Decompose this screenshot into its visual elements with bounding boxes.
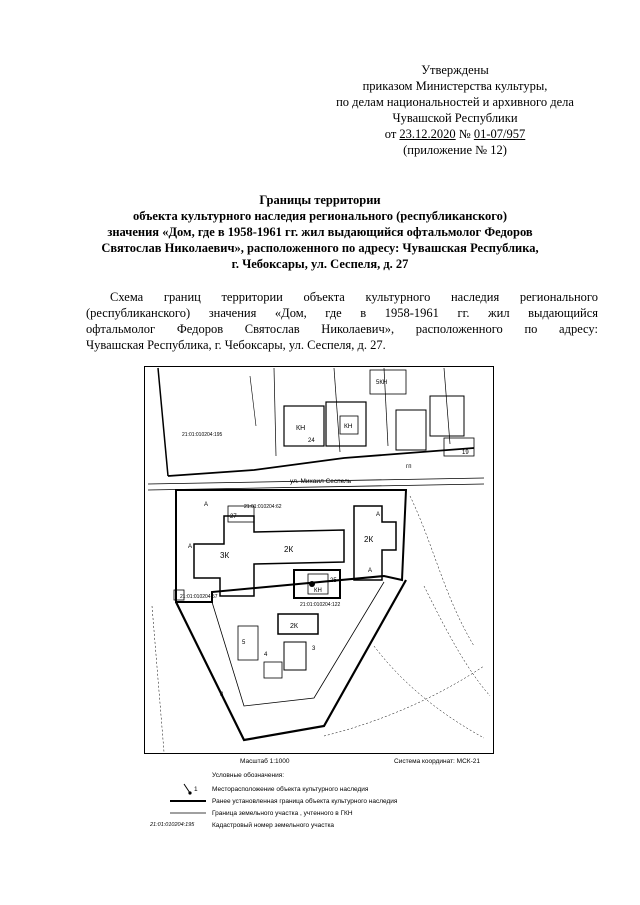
order-number: 01-07/957 xyxy=(473,127,526,141)
label-num-8: 8 xyxy=(220,692,224,698)
label-a3: А xyxy=(376,512,381,518)
label-kn-lower: КН xyxy=(314,588,322,594)
title-line: Святослав Николаевич», расположенного по адресу: Чувашская Республика, xyxy=(101,241,539,255)
label-top-strip: 5КН xyxy=(376,380,388,386)
label-num-5: 5 xyxy=(242,640,246,646)
from-word: от xyxy=(384,127,397,141)
label-kn-24: КН xyxy=(296,425,306,432)
label-num-25: 25 xyxy=(330,578,337,584)
approval-date-line xyxy=(300,126,610,142)
site-plan-svg xyxy=(144,366,494,754)
approval-line: Чувашской Республики xyxy=(392,111,518,125)
label-num-3: 3 xyxy=(312,646,316,652)
label-cad-1: 21:01:010204:195 xyxy=(182,432,223,438)
heritage-object-marker xyxy=(309,581,315,587)
legend-row xyxy=(150,818,470,832)
label-building-3k: 3К xyxy=(220,551,230,560)
site-plan-map xyxy=(144,366,494,754)
scheme-line: (республиканского) значения «Дом, где в 1958-1961 гг. жил выдающийся xyxy=(86,306,598,320)
label-cad-3: 21:01:010204:122 xyxy=(300,602,341,608)
number-sign: № xyxy=(458,127,471,141)
street-label: ул. Михаил Сеспель xyxy=(290,478,352,485)
label-kn-right: КН xyxy=(344,423,353,430)
cadastral-number-sample: 21:01:010204:195 xyxy=(150,822,195,828)
order-date: 23.12.2020 xyxy=(399,127,456,141)
label-num-24: 24 xyxy=(308,438,315,444)
label-num-19: 19 xyxy=(462,450,469,456)
label-num-4: 4 xyxy=(264,652,268,658)
title-line: объекта культурного наследия регионального (республиканского) xyxy=(132,209,508,223)
legend-text: Месторасположение объекта культурного наследия xyxy=(212,786,369,793)
label-building-2k: 2К xyxy=(284,545,294,554)
label-num-27: 27 xyxy=(230,514,237,520)
label-cad-2: 21:01:010204:62 xyxy=(244,504,282,510)
title-line: г. Чебоксары, ул. Сеспеля, д. 27 xyxy=(231,257,409,271)
scheme-line: офтальмолог Федоров Святослав Николаевич», расположенного по адресу: xyxy=(86,322,598,336)
label-building-2k-right: 2К xyxy=(364,535,374,544)
approval-line: по делам национальностей и архивного дела xyxy=(336,95,574,109)
scheme-line: Чувашская Республика, г. Чебоксары, ул. Сеспеля, д. 27. xyxy=(86,338,386,352)
title-line: значения «Дом, где в 1958-1961 гг. жил выдающийся офтальмолог Федоров xyxy=(107,225,533,239)
label-a2: А xyxy=(188,544,193,550)
scheme-description xyxy=(86,289,598,353)
approval-line: приказом Министерства культуры, xyxy=(362,79,548,93)
appendix-label: (приложение № 12) xyxy=(403,143,507,157)
legend-symbol-label: 1 xyxy=(194,786,198,793)
legend-text: Кадастровый номер земельного участка xyxy=(212,822,335,829)
map-scale: Масштаб 1:1000 xyxy=(240,758,290,765)
label-a1: А xyxy=(204,502,209,508)
legend-text: Ранее установленная граница объекта культурного наследия xyxy=(212,798,398,805)
legend-header: Условные обозначения: xyxy=(212,772,285,779)
label-building-2k-lower: 2К xyxy=(290,623,298,630)
scheme-line: Схема границ территории объекта культурного наследия регионального xyxy=(110,290,598,304)
legend-text: Граница земельного участка , учтенного в ГКН xyxy=(212,810,353,817)
document-title xyxy=(70,192,570,272)
label-cad-4: 21:01:010204:57 xyxy=(180,594,218,600)
label-gp: гп xyxy=(406,464,412,470)
map-coordinate-system: Система координат: МСК-21 xyxy=(394,758,480,765)
label-a4: А xyxy=(368,568,373,574)
title-line: Границы территории xyxy=(259,193,381,207)
approval-block xyxy=(300,62,610,158)
approval-line: Утверждены xyxy=(421,63,489,77)
